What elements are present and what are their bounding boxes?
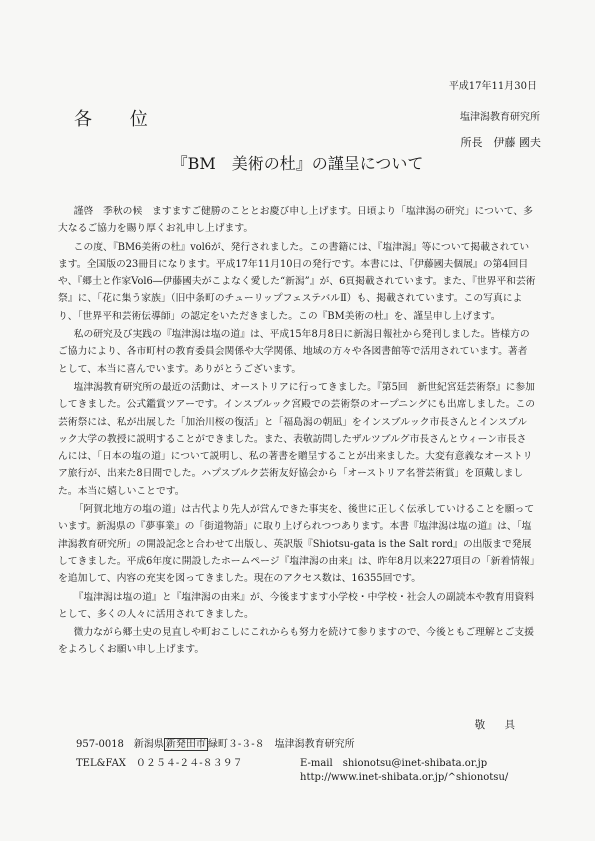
address-prefix: 957‐0018 新潟県 bbox=[76, 739, 164, 750]
email-address: E-mail shionotsu@inet-shibata.or.jp bbox=[300, 758, 488, 769]
addressee: 各 位 bbox=[74, 109, 164, 130]
paragraph: 私の研究及び実践の『塩津潟は塩の道』は、平成15年8月8日に新潟日報社から発刊しました。皆様方のご協力により、各市町村の教育委員会関係や大学関係、地域の方々や各図書館等で活用されています。著者として、本当に喜んでいます。ありがとうございます。 bbox=[58, 329, 530, 375]
address-suffix: 緑町３‐３‐８ 塩津潟教育研究所 bbox=[207, 739, 355, 750]
sender-director: 所長 伊藤 國夫 bbox=[460, 136, 541, 149]
postal-address bbox=[76, 735, 355, 750]
paragraph: 塩津潟教育研究所の最近の活動は、オーストリアに行ってきました。『第5回 新世紀宮廷芸術祭』に参加してきました。公式鑑賞ツアーです。インスブルック宮殿での芸術祭のオープニングにも出席しました。この芸術祭には、私が出展した「加治川桜の復活」と「福島潟の朝凪」をインスブルック市長さんとインスブルック大学の教授に説明することができました。また、表敬訪問したザルツブルグ市長さんとウィーン市長さんには、「日本の塩の道」について説明し、私の著書を贈呈することが出来ました。大変有意義なオーストリア旅行が、出来た8日間でした。ハプスブルク芸術友好協会から「オーストリア名誉芸術賞」を頂戴しました。本当に嬉しいことです。 bbox=[58, 381, 536, 497]
paragraph: 「阿賀北地方の塩の道」は古代より先人が営んできた事実を、後世に正しく伝承していけることを願っています。新潟県の『夢事業』の「街道物語」に取り上げられつつあります。本書『塩津潟は塩の道』は、「塩津潟教育研究所」の開設記念と合わせて出版し、英訳版『Shiotsu-gata is the Salt rord』の出版まで発展してきました。平成6年度に開設したホームページ『塩津潟の由来』は、昨年8月以来227項目の「新着情報」を追加して、内容の充実を図ってきました。現在のアクセス数は、16355回です。 bbox=[58, 504, 535, 585]
paragraph: 謹啓 季秋の候 ますますご健勝のこととお慶び申し上げます。日頃より「塩津潟の研究」について、多大なるご協力を賜り厚くお礼申し上げます。 bbox=[58, 206, 533, 235]
letter-date: 平成17年11月30日 bbox=[448, 81, 537, 92]
website-url: http://www.inet-shibata.or.jp/^shionotsu/ bbox=[300, 772, 509, 783]
paragraph: 『塩津潟は塩の道』と『塩津潟の由来』が、今後ますます小学校・中学校・社会人の副読本や教育用資料として、多くの人々に活用されてきました。 bbox=[58, 591, 535, 620]
paragraph: この度、『BM6美術の杜』vol6が、発行されました。この書籍には、『塩津潟』等について掲載されています。全国版の23冊目になります。平成17年11月10日の発行です。本書には、『伊藤國夫個展』の第4回目や、『郷土と作家Vol6―伊藤國夫がこよなく愛した“新潟”』が、6頁掲載されています。また、『世界平和芸術祭』に、「花に集う家族」（旧中条町のチューリップフェステバルⅡ）も、掲載されています。この写真により、「世界平和芸術伝導師」の認定をいただきました。この『BM美術の杜』を、謹呈申し上げます。 bbox=[58, 241, 536, 322]
sender-institute: 塩津潟教育研究所 bbox=[460, 112, 540, 123]
paragraph: 微力ながら郷土史の見直しや町おこしにこれからも努力を続けて参りますので、今後ともご理解とご支援をよろしくお願い申し上げます。 bbox=[58, 627, 534, 656]
closing-remark: 敬 具 bbox=[474, 719, 523, 731]
tel-fax: TEL&FAX ０２５４‐２４‐８３９７ bbox=[76, 758, 243, 769]
address-city: 新発田市 bbox=[165, 739, 206, 750]
letter-body bbox=[58, 203, 536, 660]
letter-title: 『BM 美術の杜』の謹呈について bbox=[171, 154, 424, 173]
